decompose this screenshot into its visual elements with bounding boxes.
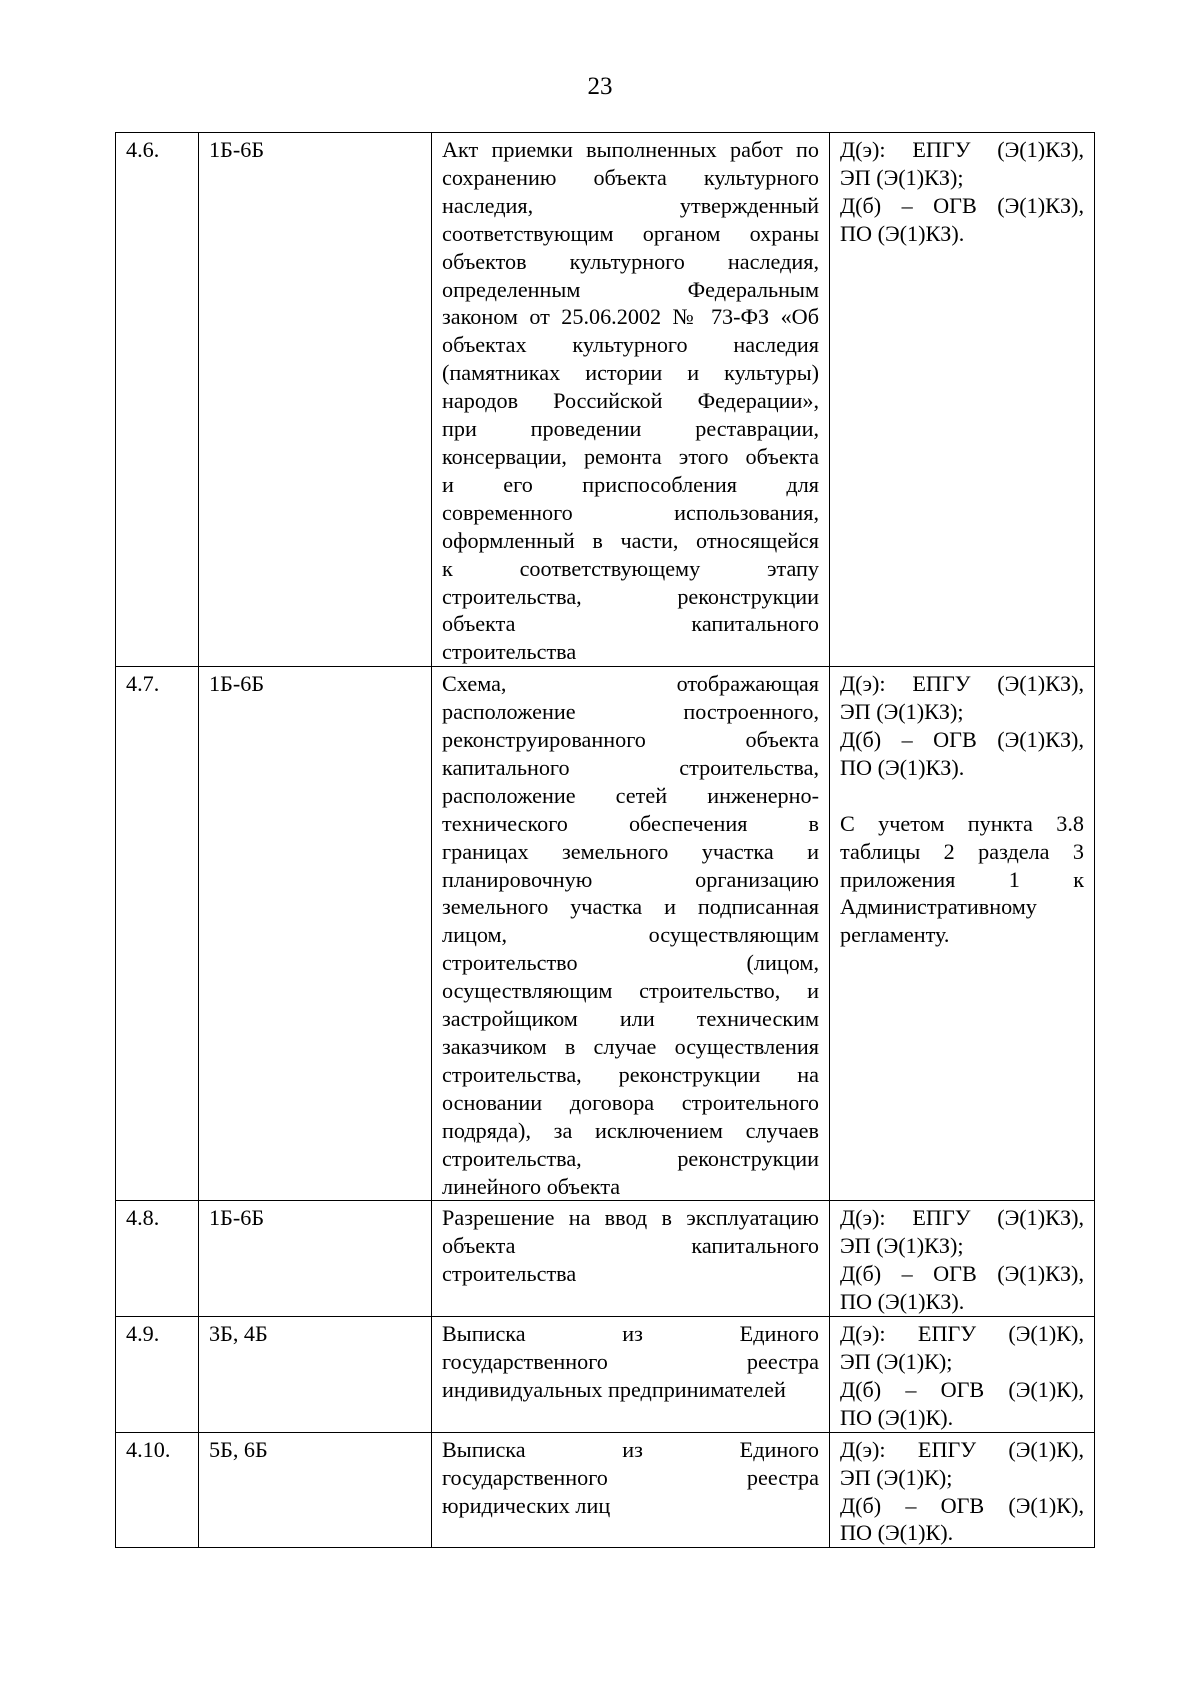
- description-line: сохранению объекта культурного: [442, 164, 819, 190]
- description-line: Акт приемки выполненных работ по: [442, 137, 819, 162]
- description-line: подряда), за исключением случаев: [442, 1117, 819, 1143]
- submission-method: [830, 133, 1095, 667]
- description-line: строительства, реконструкции: [442, 583, 819, 609]
- row-number: 4.9.: [116, 1317, 199, 1433]
- method-line: Д(э): ЕПГУ (Э(1)КЗ),: [840, 671, 1084, 697]
- description-line: консервации, ремонта этого объекта: [442, 443, 819, 469]
- description-line: народов Российской Федерации»,: [442, 388, 819, 414]
- document-description: [432, 133, 830, 667]
- applicant-category: 3Б, 4Б: [199, 1317, 432, 1433]
- description-line: государственного реестра: [442, 1464, 819, 1490]
- method-line: Д(б) – ОГВ (Э(1)КЗ),: [840, 727, 1084, 753]
- note-spacer: [840, 782, 1084, 810]
- row-number: 4.8.: [116, 1201, 199, 1317]
- method-line: Д(б) – ОГВ (Э(1)КЗ),: [840, 192, 1084, 218]
- applicant-category: 1Б-6Б: [199, 667, 432, 1201]
- method-line: ПО (Э(1)КЗ).: [840, 754, 965, 780]
- row-number: 4.10.: [116, 1432, 199, 1548]
- description-line: и его приспособления для: [442, 471, 819, 497]
- description-line: объекта капитального: [442, 611, 819, 637]
- method-line: Д(э): ЕПГУ (Э(1)КЗ),: [840, 1205, 1084, 1231]
- description-line: строительства: [442, 639, 577, 665]
- description-line: современного использования,: [442, 499, 819, 525]
- description-line: соответствующим органом охраны: [442, 220, 819, 246]
- description-line: оформленный в части, относящейся: [442, 527, 819, 553]
- description-line: наследия, утвержденный: [442, 192, 819, 218]
- description-line: расположение построенного,: [442, 699, 819, 725]
- description-line: Выписка из Единого: [442, 1321, 819, 1347]
- description-line: к соответствующему этапу: [442, 555, 819, 581]
- table-row: [116, 1201, 1095, 1317]
- description-line: осуществляющим строительство, и: [442, 978, 819, 1004]
- document-description: [432, 1201, 830, 1317]
- description-line: заказчиком в случае осуществления: [442, 1034, 819, 1059]
- method-line: ЭП (Э(1)К);: [840, 1348, 953, 1374]
- description-line: индивидуальных предпринимателей: [442, 1376, 786, 1402]
- table-row: [116, 1432, 1095, 1548]
- description-line: объектов культурного наследия,: [442, 248, 819, 274]
- note-line: регламенту.: [840, 922, 950, 948]
- applicant-category: 5Б, 6Б: [199, 1432, 432, 1548]
- note-line: таблицы 2 раздела 3: [840, 838, 1084, 864]
- description-line: расположение сетей инженерно-: [442, 782, 819, 808]
- description-line: определенным Федеральным: [442, 276, 819, 302]
- method-line: ПО (Э(1)КЗ).: [840, 1289, 965, 1315]
- description-line: Схема, отображающая: [442, 671, 819, 697]
- method-line: Д(э): ЕПГУ (Э(1)К),: [840, 1436, 1084, 1462]
- description-line: земельного участка и подписанная: [442, 894, 819, 920]
- description-line: лицом, осуществляющим: [442, 922, 819, 948]
- description-line: застройщиком или техническим: [442, 1006, 819, 1032]
- row-number: 4.6.: [116, 133, 199, 667]
- description-line: строительства, реконструкции: [442, 1145, 819, 1171]
- description-line: строительство (лицом,: [442, 950, 819, 976]
- method-line: ЭП (Э(1)КЗ);: [840, 699, 964, 725]
- method-line: ЭП (Э(1)КЗ);: [840, 1233, 964, 1259]
- method-line: Д(э): ЕПГУ (Э(1)КЗ),: [840, 137, 1084, 162]
- description-line: границах земельного участка и: [442, 838, 819, 864]
- description-line: при проведении реставрации,: [442, 416, 819, 442]
- method-line: ЭП (Э(1)К);: [840, 1464, 953, 1490]
- method-line: Д(б) – ОГВ (Э(1)К),: [840, 1376, 1084, 1402]
- description-line: (памятниках истории и культуры): [442, 360, 819, 386]
- description-line: объекта капитального: [442, 1233, 819, 1259]
- method-line: ПО (Э(1)КЗ).: [840, 220, 965, 246]
- note-line: приложения 1 к: [840, 866, 1084, 892]
- submission-method: [830, 1317, 1095, 1433]
- documents-table: [115, 132, 1095, 1548]
- description-line: планировочную организацию: [442, 866, 819, 892]
- description-line: объектах культурного наследия: [442, 332, 819, 358]
- page-number: 23: [587, 73, 613, 100]
- description-line: строительства: [442, 1261, 577, 1287]
- table-row: [116, 133, 1095, 667]
- method-line: Д(б) – ОГВ (Э(1)КЗ),: [840, 1261, 1084, 1287]
- description-line: реконструированного объекта: [442, 727, 819, 753]
- submission-method: [830, 667, 1095, 1201]
- table-row: [116, 667, 1095, 1201]
- description-line: юридических лиц: [442, 1492, 611, 1518]
- document-description: [432, 1317, 830, 1433]
- method-line: ПО (Э(1)К).: [840, 1404, 954, 1430]
- submission-method: [830, 1201, 1095, 1317]
- method-line: ЭП (Э(1)КЗ);: [840, 164, 964, 190]
- submission-method: [830, 1432, 1095, 1548]
- description-line: Выписка из Единого: [442, 1436, 819, 1462]
- description-line: технического обеспечения в: [442, 810, 819, 836]
- description-line: Разрешение на ввод в эксплуатацию: [442, 1205, 819, 1231]
- table-body: [116, 133, 1095, 1548]
- document-description: [432, 1432, 830, 1548]
- table-row: [116, 1317, 1095, 1433]
- method-line: Д(б) – ОГВ (Э(1)К),: [840, 1492, 1084, 1518]
- note-line: Административному: [840, 894, 1037, 920]
- method-line: ПО (Э(1)К).: [840, 1520, 954, 1546]
- description-line: государственного реестра: [442, 1348, 819, 1374]
- applicant-category: 1Б-6Б: [199, 133, 432, 667]
- description-line: законом от 25.06.2002 № 73-ФЗ «Об: [442, 304, 819, 330]
- row-number: 4.7.: [116, 667, 199, 1201]
- note-line: С учетом пункта 3.8: [840, 810, 1084, 836]
- description-line: строительства, реконструкции на: [442, 1061, 819, 1087]
- applicant-category: 1Б-6Б: [199, 1201, 432, 1317]
- method-line: Д(э): ЕПГУ (Э(1)К),: [840, 1321, 1084, 1347]
- document-description: [432, 667, 830, 1201]
- description-line: линейного объекта: [442, 1173, 621, 1199]
- description-line: основании договора строительного: [442, 1089, 819, 1115]
- description-line: капитального строительства,: [442, 754, 819, 780]
